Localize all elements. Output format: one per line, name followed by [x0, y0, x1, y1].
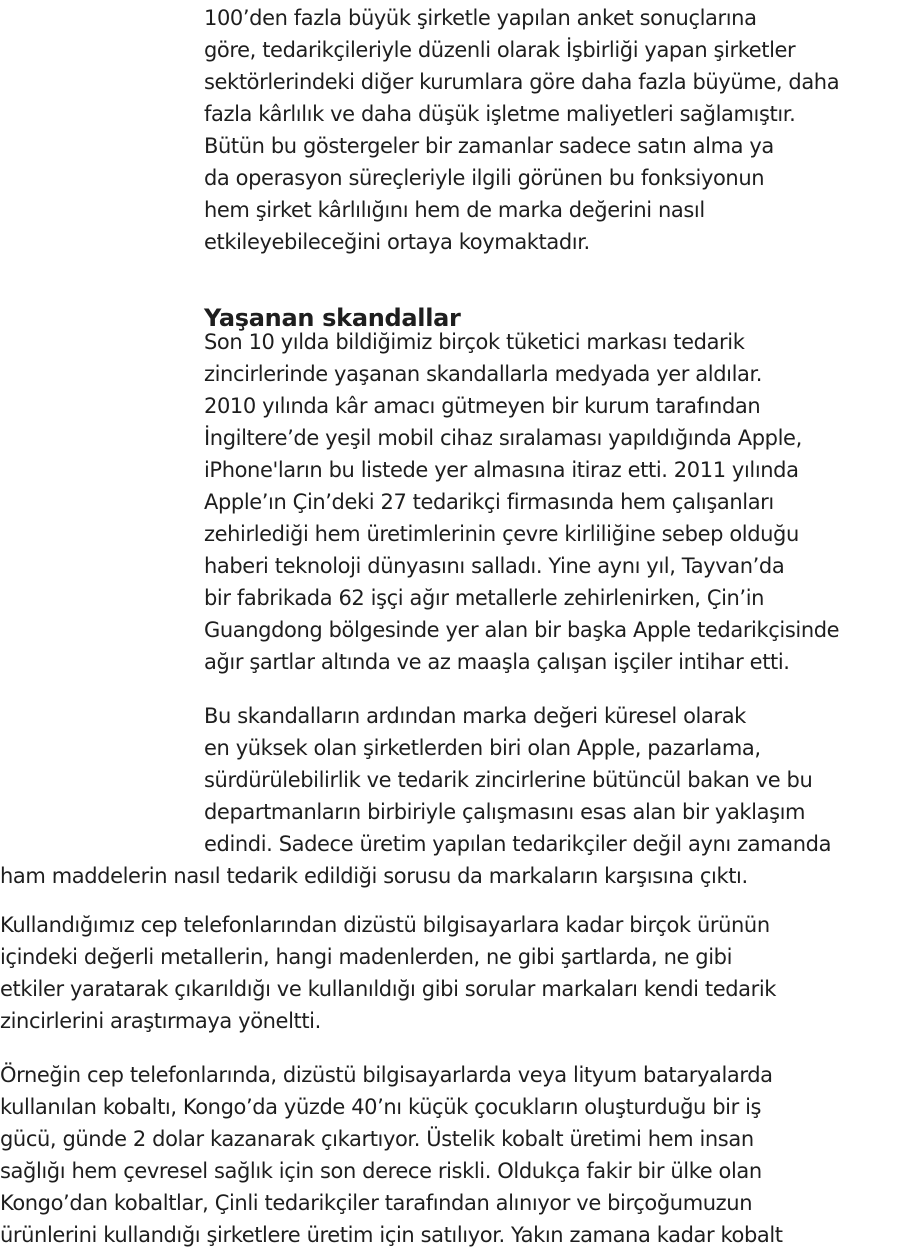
- text-line: departmanların birbiriyle çalışmasını esas alan bir yaklaşım: [204, 800, 806, 824]
- text-line: etkiler yaratarak çıkarıldığı ve kullanıldığı gibi sorular markaları kendi tedarik: [0, 977, 777, 1001]
- text-line: sağlığı hem çevresel sağlık için son derece riskli. Oldukça fakir bir ülke olan: [0, 1159, 762, 1183]
- text-line: sektörlerindeki diğer kurumlara göre daha fazla büyüme, daha: [204, 70, 840, 94]
- text-line: göre, tedarikçileriyle düzenli olarak İşbirliği yapan şirketler: [204, 38, 796, 62]
- text-line: kullanılan kobaltı, Kongo’da yüzde 40’nı küçük çocukların oluşturduğu bir iş: [0, 1095, 762, 1119]
- text-line: ham maddelerin nasıl tedarik edildiği sorusu da markaların karşısına çıktı.: [0, 864, 748, 888]
- paragraph-survey-results: [0, 2, 839, 258]
- text-line: etkileyebileceğini ortaya koymaktadır.: [204, 230, 590, 254]
- text-line: hem şirket kârlılığını hem de marka değerini nasıl: [204, 198, 705, 222]
- text-line: ağır şartlar altında ve az maaşla çalışan işçiler intihar etti.: [204, 650, 790, 674]
- text-line: Bu skandalların ardından marka değeri küresel olarak: [204, 704, 746, 728]
- text-line: İngiltere’de yeşil mobil cihaz sıralaması yapıldığında Apple,: [204, 426, 802, 450]
- text-line: Apple’ın Çin’deki 27 tedarikçi firmasında hem çalışanları: [204, 490, 774, 514]
- text-line: ürünlerini kullandığı şirketlere üretim için satılıyor. Yakın zamana kadar kobalt: [0, 1223, 783, 1247]
- text-line: zincirlerinde yaşanan skandallarla medyada yer aldılar.: [204, 362, 763, 386]
- paragraph-precious-metals: [0, 909, 776, 1037]
- text-line: Kongo’dan kobaltlar, Çinli tedarikçiler tarafından alınıyor ve birçoğumuzun: [0, 1191, 753, 1215]
- text-line: edindi. Sadece üretim yapılan tedarikçiler değil aynı zamanda: [204, 832, 832, 856]
- text-line: Bütün bu göstergeler bir zamanlar sadece satın alma ya: [204, 134, 774, 158]
- paragraph-apple-approach: [0, 700, 831, 892]
- text-line: sürdürülebilirlik ve tedarik zincirlerine bütüncül bakan ve bu: [204, 768, 813, 792]
- section-heading: Yaşanan skandallar: [204, 303, 461, 332]
- text-line: içindeki değerli metallerin, hangi madenlerden, ne gibi şartlarda, ne gibi: [0, 945, 732, 969]
- text-line: Kullandığımız cep telefonlarından dizüstü bilgisayarlara kadar birçok ürünün: [0, 913, 770, 937]
- paragraph-scandals: [0, 326, 839, 678]
- text-line: zehirlediği hem üretimlerinin çevre kirliliğine sebep olduğu: [204, 522, 799, 546]
- text-line: bir fabrikada 62 işçi ağır metallerle zehirlenirken, Çin’in: [204, 586, 765, 610]
- text-line: Son 10 yılda bildiğimiz birçok tüketici markası tedarik: [204, 330, 745, 354]
- text-line: Örneğin cep telefonlarında, dizüstü bilgisayarlarda veya lityum bataryalarda: [0, 1063, 773, 1087]
- text-line: da operasyon süreçleriyle ilgili görünen bu fonksiyonun: [204, 166, 765, 190]
- text-line: Guangdong bölgesinde yer alan bir başka Apple tedarikçisinde: [204, 618, 840, 642]
- text-line: en yüksek olan şirketlerden biri olan Apple, pazarlama,: [204, 736, 761, 760]
- text-line: iPhone'ların bu listede yer almasına itiraz etti. 2011 yılında: [204, 458, 799, 482]
- text-line: 2010 yılında kâr amacı gütmeyen bir kurum tarafından: [204, 394, 761, 418]
- text-line: fazla kârlılık ve daha düşük işletme maliyetleri sağlamıştır.: [204, 102, 796, 126]
- paragraph-cobalt: [0, 1059, 783, 1251]
- text-line: 100’den fazla büyük şirketle yapılan anket sonuçlarına: [204, 6, 757, 30]
- text-line: gücü, günde 2 dolar kazanarak çıkartıyor. Üstelik kobalt üretimi hem insan: [0, 1127, 754, 1151]
- text-line: haberi teknoloji dünyasını salladı. Yine aynı yıl, Tayvan’da: [204, 554, 785, 578]
- text-line: zincirlerini araştırmaya yöneltti.: [0, 1009, 321, 1033]
